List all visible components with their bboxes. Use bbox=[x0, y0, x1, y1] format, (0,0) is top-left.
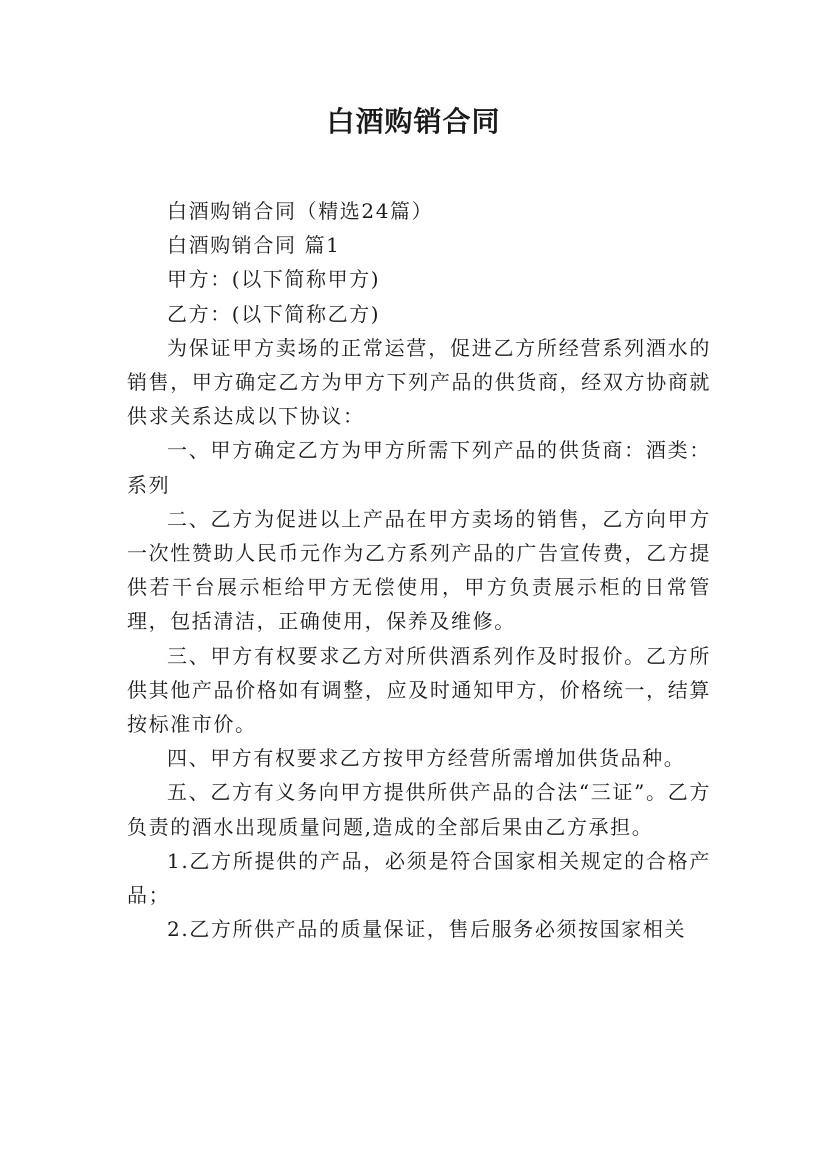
paragraph: 四、甲方有权要求乙方按甲方经营所需增加供货品种。 bbox=[167, 746, 686, 771]
paragraph: 为保证甲方卖场的正常运营，促进乙方所经营系列酒水的销售，甲方确定乙方为甲方下列产品的供货商，经双方协商就供求关系达成以下协议： bbox=[127, 335, 711, 429]
document-title: 白酒购销合同 bbox=[326, 105, 501, 138]
paragraph: 五、乙方有义务向甲方提供所供产品的合法“三证”。乙方负责的酒水出现质量问题,造成的全部后果由乙方承担。 bbox=[127, 780, 711, 839]
paragraph: 三、甲方有权要求乙方对所供酒系列作及时报价。乙方所供其他产品价格如有调整，应及时通知甲方，价格统一，结算按标准市价。 bbox=[127, 643, 711, 737]
paragraph: 白酒购销合同 篇1 bbox=[167, 233, 341, 258]
document-body bbox=[127, 194, 711, 946]
paragraph: 一、甲方确定乙方为甲方所需下列产品的供货商：酒类：系列 bbox=[127, 438, 711, 497]
paragraph: 二、乙方为促进以上产品在甲方卖场的销售，乙方向甲方一次性赞助人民币元作为乙方系列产品的广告宣传费，乙方提供若干台展示柜给甲方无偿使用，甲方负责展示柜的日常管理，包括清洁，正确使用，保养及维修。 bbox=[127, 506, 711, 634]
paragraph: 1.乙方所提供的产品，必须是符合国家相关规定的合格产品； bbox=[127, 848, 711, 908]
paragraph: 白酒购销合同（精选24篇） bbox=[167, 199, 434, 223]
paragraph: 乙方：(以下简称乙方) bbox=[167, 301, 381, 326]
paragraph: 2.乙方所供产品的质量保证，售后服务必须按国家相关 bbox=[167, 917, 687, 942]
paragraph: 甲方：(以下简称甲方) bbox=[167, 267, 381, 292]
